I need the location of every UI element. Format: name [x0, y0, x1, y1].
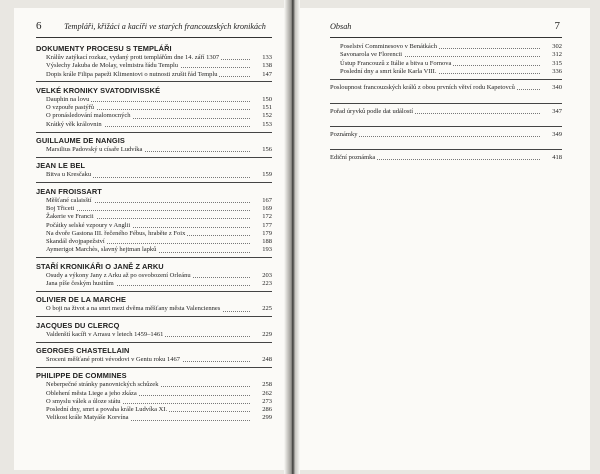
section-divider	[36, 367, 272, 368]
entry-page-number: 302	[542, 43, 562, 51]
entry-page-number: 315	[542, 60, 562, 68]
toc-entry	[36, 230, 272, 238]
section-divider	[36, 257, 272, 258]
entry-page-number: 229	[252, 331, 272, 339]
toc-entry	[36, 121, 272, 129]
entry-list	[330, 131, 562, 139]
entry-page-number: 336	[542, 68, 562, 76]
entry-page-number: 418	[542, 154, 562, 162]
section-divider	[330, 103, 562, 104]
entry-list	[330, 84, 562, 92]
running-head-title: Obsah	[330, 22, 352, 31]
section-title: GEORGES CHASTELLAIN	[36, 346, 130, 355]
entry-title: Savonarola ve Florencii	[340, 51, 403, 59]
section-title: OLIVIER DE LA MARCHE	[36, 295, 127, 305]
entry-list	[330, 43, 562, 76]
entry-title: Aymerigot Marchès, slavný hejtman lapků	[46, 246, 157, 254]
entry-page-number: 262	[252, 390, 272, 398]
entry-title: Posloupnost francouzských králů z obou prvních větví rodu Kapetovců	[330, 84, 515, 92]
entry-page-number: 156	[252, 146, 272, 154]
left-page	[14, 8, 284, 470]
entry-title: Neberpečné stránky panovnických schůzek	[46, 381, 159, 389]
entry-page-number: 349	[542, 131, 562, 139]
section-title: DOKUMENTY PROCESU S TEMPLÁŘI	[36, 44, 172, 53]
entry-title: Poznámky	[330, 130, 358, 138]
entry-page-number: 177	[252, 222, 272, 230]
entry-list	[36, 331, 272, 339]
toc-entry	[36, 222, 272, 230]
entry-title: Na dvoře Gastona III. řečeného Fébus, hraběte z Foix	[46, 229, 186, 237]
entry-title: O smyslu válek a úloze státu	[46, 397, 121, 405]
entry-title: Dopis krále Filipa papeži Klimentovi o nutnosti zrušit řád Templu	[46, 70, 218, 78]
toc-entry	[36, 305, 272, 313]
book-gutter	[284, 0, 300, 474]
entry-list	[36, 146, 272, 154]
entry-title: Oblehení města Liege a jeho zkáza	[46, 389, 137, 397]
section-divider	[36, 316, 272, 317]
entry-list	[330, 108, 562, 116]
entry-page-number: 273	[252, 398, 272, 406]
entry-page-number: 138	[252, 62, 272, 70]
section-divider	[36, 81, 272, 82]
toc-entry	[36, 96, 272, 104]
toc-entry	[330, 84, 562, 92]
entry-title: Boj Třiceti	[46, 204, 75, 212]
entry-title: Poslední dny a smrt krále Karla VIII.	[340, 67, 437, 75]
running-head-title: Templáři, křižáci a kacíři ve starých francouzských kronikách	[64, 22, 266, 31]
section-divider	[330, 149, 562, 150]
toc-entry	[36, 280, 272, 288]
section-divider	[36, 182, 272, 183]
entry-list	[36, 171, 272, 179]
entry-page-number: 151	[252, 104, 272, 112]
entry-title: Jana píše českým husitům	[46, 280, 114, 288]
toc-entry	[36, 398, 272, 406]
entry-page-number: 193	[252, 246, 272, 254]
section-divider	[36, 291, 272, 292]
entry-title: O vzpouře pastýřů	[46, 104, 95, 112]
entry-list	[36, 96, 272, 129]
entry-title: Sroceni měšťané proti vévodovi v Gentu roku 1467	[46, 356, 181, 363]
toc-entry	[36, 272, 272, 280]
entry-page-number: 203	[252, 272, 272, 280]
entry-page-number: 152	[252, 112, 272, 120]
section-title: STAŘÍ KRONIKÁŘI O JANĚ Z ARKU	[36, 261, 164, 271]
entry-page-number: 225	[252, 305, 272, 313]
entry-page-number: 223	[252, 280, 272, 288]
section-divider	[36, 157, 272, 158]
toc-entry	[36, 213, 272, 221]
section-title: JEAN FROISSART	[36, 186, 102, 196]
section-title: JEAN LE BEL	[36, 161, 86, 171]
toc-entry	[330, 131, 562, 139]
entry-page-number: 312	[542, 51, 562, 59]
entry-page-number: 340	[542, 84, 562, 92]
entry-list	[36, 272, 272, 289]
running-head	[36, 22, 272, 34]
toc-entry	[36, 381, 272, 389]
toc-entry	[36, 112, 272, 120]
page-number: 6	[36, 20, 42, 32]
entry-page-number: 172	[252, 213, 272, 221]
section-divider	[330, 79, 562, 80]
entry-title: Počátky selské vzpoury v Anglii	[46, 221, 131, 229]
entry-title: Dauphin na lovu	[46, 95, 90, 103]
entry-page-number: 147	[252, 71, 272, 79]
entry-list	[36, 197, 272, 255]
entry-page-number: 169	[252, 205, 272, 213]
entry-page-number: 153	[252, 121, 272, 129]
toc-entry	[330, 68, 562, 76]
section-title: PHILIPPE DE COMMINES	[36, 371, 127, 381]
entry-list	[36, 305, 272, 313]
entry-list	[36, 381, 272, 422]
entry-page-number: 159	[252, 171, 272, 179]
entry-title: Měšťané calaisští	[46, 196, 92, 204]
toc-entry	[330, 60, 562, 68]
entry-title: Žakerie ve Francii	[46, 213, 94, 221]
toc-entry	[36, 246, 272, 254]
entry-title: Osudy a výkony Jany z Arku až po osvobození Orleánu	[46, 271, 191, 279]
entry-page-number: 167	[252, 197, 272, 205]
entry-title: O pronásledování malomocných	[46, 112, 131, 120]
entry-page-number: 133	[252, 54, 272, 62]
entry-page-number: 286	[252, 406, 272, 414]
right-page	[300, 8, 590, 470]
dot-leader	[330, 136, 540, 137]
entry-page-number: 248	[252, 356, 272, 364]
entry-title: Krátký věk královnin	[46, 120, 102, 128]
entry-title: Pořad úryvků podle dat událostí	[330, 107, 414, 115]
entry-title: Výslechy Jakuba de Molay, velmistra řádu Templu	[46, 62, 179, 70]
page-number: 7	[554, 20, 560, 32]
toc-entry	[36, 414, 272, 422]
toc-entry	[36, 146, 272, 154]
entry-title: Ústup Francouzů z Itálie a bitva u Fornova	[340, 59, 452, 67]
entry-page-number: 299	[252, 414, 272, 422]
header-rule	[330, 37, 562, 38]
toc-entry	[36, 71, 272, 79]
entry-list	[36, 356, 272, 364]
entry-page-number: 347	[542, 108, 562, 116]
toc-entry	[36, 390, 272, 398]
section-title: GUILLAUME DE NANGIS	[36, 136, 125, 146]
toc-entry	[36, 356, 272, 364]
entry-title: Králův zatýkací rozkaz, vydaný proti templářům dne 14. září 1307	[46, 54, 220, 61]
entry-page-number: 188	[252, 238, 272, 246]
entry-page-number: 258	[252, 381, 272, 389]
entry-title: Poselství Comminesovo v Benátkách	[340, 43, 437, 50]
toc-entry	[36, 331, 272, 339]
entry-page-number: 150	[252, 96, 272, 104]
header-rule	[36, 37, 272, 38]
entry-title: Marsilius Padovský u císaře Ludvíka	[46, 146, 143, 154]
dot-leader	[46, 210, 250, 211]
entry-title: Skandál dvojpapežství	[46, 238, 105, 246]
toc-entry	[36, 171, 272, 179]
entry-title: Poslední dny, smrt a povaha krále Ludvíka XI.	[46, 406, 168, 414]
toc-entry	[330, 154, 562, 162]
entry-title: O boji na život a na smrt mezi dvěma měšťany města Valenciennes	[46, 305, 221, 313]
toc-entry	[36, 197, 272, 205]
section-divider	[330, 126, 562, 127]
toc-entry	[330, 51, 562, 59]
entry-title: Ediční poznámka	[330, 154, 376, 162]
running-head	[330, 22, 560, 34]
entry-list	[36, 54, 272, 79]
toc-entry	[36, 62, 272, 70]
toc-entry	[330, 108, 562, 116]
entry-list	[330, 154, 562, 162]
entry-title: Valdenští kacíři v Arrasu v letech 1459–1461	[46, 330, 164, 338]
section-divider	[36, 342, 272, 343]
entry-title: Velikost krále Matyáše Korvína	[46, 414, 129, 422]
section-title: VELKÉ KRONIKY SVATODIVISSKÉ	[36, 85, 161, 95]
entry-title: Bitva u Kresčaku	[46, 171, 92, 179]
section-title: JACQUES DU CLERCQ	[36, 320, 120, 330]
entry-page-number: 179	[252, 230, 272, 238]
section-divider	[36, 132, 272, 133]
